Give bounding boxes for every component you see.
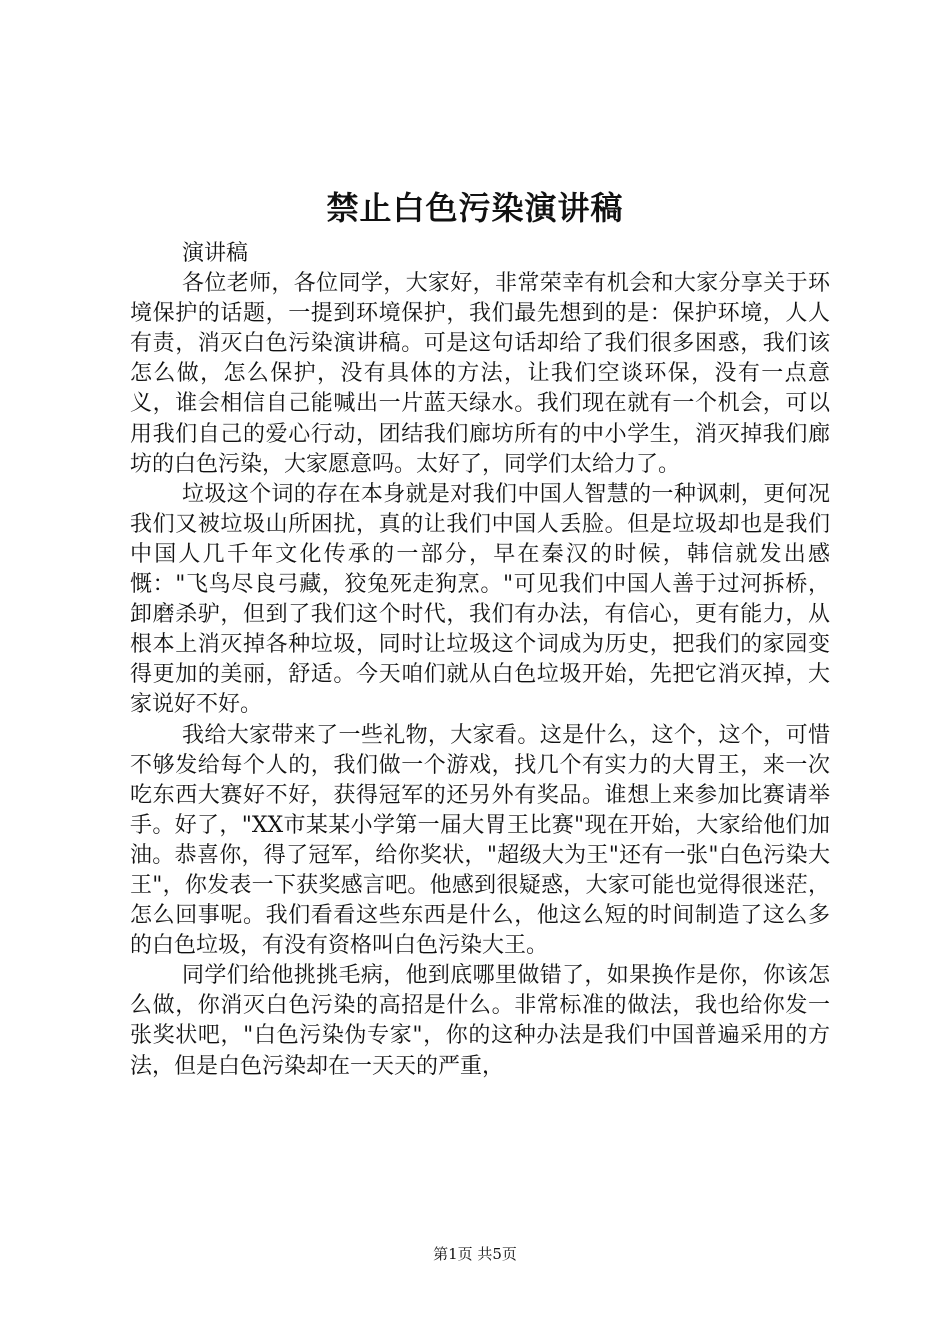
page-footer: 第1页 共5页 bbox=[433, 1245, 517, 1263]
paragraph: 各位老师，各位同学，大家好，非常荣幸有机会和大家分享关于环境保护的话题，一提到环境保护，我们最先想到的是：保护环境，人人有责，消灭白色污染演讲稿。可是这句话却给了我们很多困惑，我们该怎么做，怎么保护，没有具体的方法，让我们空谈环保，没有一点意义，谁会相信自己能喊出一片蓝天绿水。我们现在就有一个机会，可以用我们自己的爱心行动，团结我们廊坊所有的中小学生，消灭掉我们廊坊的白色污染，大家愿意吗。太好了，同学们太给力了。 bbox=[130, 271, 830, 477]
paragraph: 同学们给他挑挑毛病，他到底哪里做错了，如果换作是你，你该怎么做，你消灭白色污染的高招是什么。非常标准的做法，我也给你发一张奖状吧，"白色污染伪专家"，你的这种办法是我们中国普遍采用的方法，但是白色污染却在一天天的严重， bbox=[130, 963, 830, 1079]
document-title: 禁止白色污染演讲稿 bbox=[326, 189, 624, 227]
label-paragraph: 演讲稿 bbox=[182, 241, 249, 266]
paragraph: 垃圾这个词的存在本身就是对我们中国人智慧的一种讽刺，更何况我们又被垃圾山所困扰，真的让我们中国人丢脸。但是垃圾却也是我们中国人几千年文化传承的一部分，早在秦汉的时候，韩信就发出感慨："飞鸟尽良弓藏，狡兔死走狗烹。"可见我们中国人善于过河拆桥，卸磨杀驴，但到了我们这个时代，我们有办法，有信心，更有能力，从根本上消灭掉各种垃圾，同时让垃圾这个词成为历史，把我们的家园变得更加的美丽，舒适。今天咱们就从白色垃圾开始，先把它消灭掉，大家说好不好。 bbox=[130, 481, 830, 718]
document-body bbox=[130, 239, 830, 1082]
paragraph: 我给大家带来了一些礼物，大家看。这是什么，这个，这个，可惜不够发给每个人的，我们做一个游戏，找几个有实力的大胃王，来一次吃东西大赛好不好，获得冠军的还另外有奖品。谁想上来参加比赛请举手。好了，"XX市某某小学第一届大胃王比赛"现在开始，大家给他们加油。恭喜你，得了冠军，给你奖状，"超级大为王"还有一张"白色污染大王"，你发表一下获奖感言吧。他感到很疑惑，大家可能也觉得很迷茫，怎么回事呢。我们看看这些东西是什么，他这么短的时间制造了这么多的白色垃圾，有没有资格叫白色污染大王。 bbox=[130, 722, 830, 959]
